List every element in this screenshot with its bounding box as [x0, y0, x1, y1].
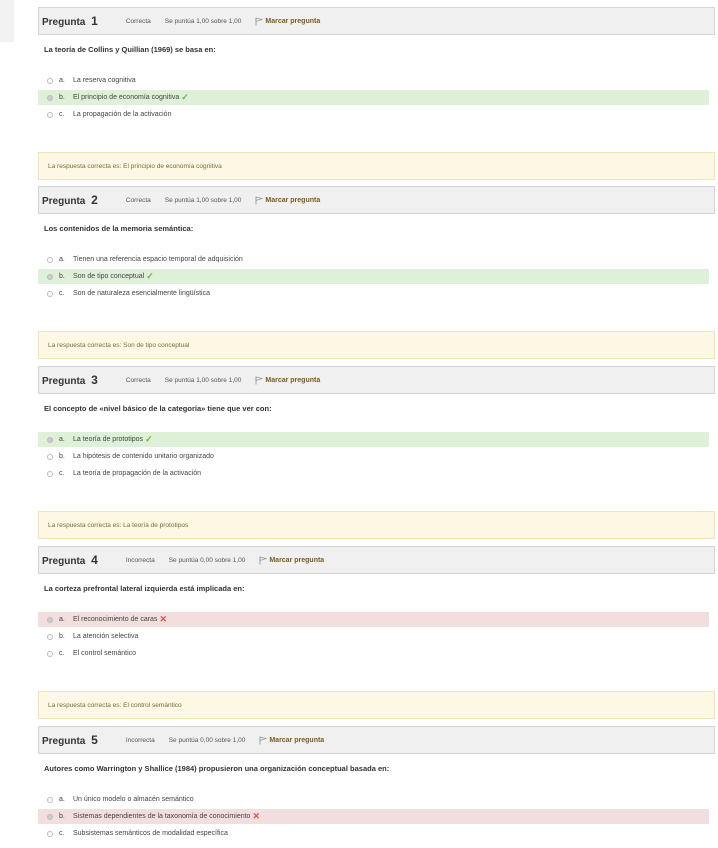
answer-option[interactable]: c. La propagación de la activación: [38, 107, 709, 122]
question-header: [38, 366, 715, 394]
question-title: Pregunta 2: [42, 193, 98, 207]
question-grade: Se puntúa 1,00 sobre 1,00: [164, 196, 242, 204]
answer-option[interactable]: a. Un único modelo o almacén semántico: [38, 792, 709, 807]
radio-button[interactable]: [47, 617, 53, 623]
answer-option[interactable]: c. Son de naturaleza esencialmente lingüística: [38, 286, 709, 301]
question-5: [38, 726, 715, 843]
radio-button[interactable]: [47, 274, 53, 280]
answer-option[interactable]: a. La teoría de prototipos ✓: [38, 432, 709, 447]
question-4: [38, 546, 715, 719]
correct-answer-feedback: La respuesta correcta es: Son de tipo conceptual: [38, 331, 715, 359]
question-header: [38, 726, 715, 754]
answer-list: [38, 73, 715, 122]
answer-option[interactable]: a. La reserva cognitiva: [38, 73, 709, 88]
radio-button[interactable]: [47, 454, 53, 460]
question-text: Autores como Warrington y Shallice (1984) propusieron una organización conceptual basada en:: [44, 764, 390, 773]
question-text: La corteza prefrontal lateral izquierda está implicada en:: [44, 584, 245, 593]
answer-option[interactable]: c. Subsistemas semánticos de modalidad específica: [38, 826, 709, 841]
answer-option[interactable]: c. El control semántico: [38, 646, 709, 661]
answer-list: [38, 612, 715, 661]
cross-icon: ✕: [159, 614, 167, 624]
answer-option[interactable]: b. La hipótesis de contenido unitario organizado: [38, 449, 709, 464]
answer-option[interactable]: b. El principio de economía cognitiva ✓: [38, 90, 709, 105]
radio-button[interactable]: [47, 797, 53, 803]
flag-icon: [255, 17, 263, 26]
radio-button[interactable]: [47, 814, 53, 820]
question-grade: Se puntúa 0,00 sobre 1,00: [168, 736, 246, 744]
question-2: [38, 186, 715, 359]
answer-list: [38, 432, 715, 481]
correct-answer-feedback: La respuesta correcta es: El control semántico: [38, 691, 715, 719]
radio-button[interactable]: [47, 257, 53, 263]
correct-answer-feedback: La respuesta correcta es: La teoría de prototipos: [38, 511, 715, 539]
answer-option[interactable]: b. Son de tipo conceptual ✓: [38, 269, 709, 284]
question-text: La teoría de Collins y Quillian (1969) se basa en:: [44, 45, 216, 54]
correct-answer-feedback: La respuesta correcta es: El principio de economía cognitiva: [38, 152, 715, 180]
question-title: Pregunta 3: [42, 373, 98, 387]
question-status: Incorrecta: [125, 736, 155, 744]
flag-icon: [259, 556, 267, 565]
cross-icon: ✕: [252, 811, 260, 821]
radio-button[interactable]: [47, 634, 53, 640]
flag-question-button[interactable]: Marcar pregunta: [255, 196, 320, 205]
check-icon: ✓: [181, 92, 189, 102]
answer-option[interactable]: b. La atención selectiva: [38, 629, 709, 644]
sidebar-edge: [0, 0, 14, 42]
radio-button[interactable]: [47, 651, 53, 657]
radio-button[interactable]: [47, 831, 53, 837]
answer-option[interactable]: c. La teoría de propagación de la activación: [38, 466, 709, 481]
question-status: Incorrecta: [125, 556, 155, 564]
radio-button[interactable]: [47, 112, 53, 118]
radio-button[interactable]: [47, 78, 53, 84]
check-icon: ✓: [146, 271, 154, 281]
question-status: Correcta: [125, 196, 151, 204]
question-title: Pregunta 4: [42, 553, 98, 567]
radio-button[interactable]: [47, 471, 53, 477]
question-title: Pregunta 5: [42, 733, 98, 747]
flag-icon: [255, 376, 263, 385]
flag-question-button[interactable]: Marcar pregunta: [259, 736, 324, 745]
question-title: Pregunta 1: [42, 14, 98, 28]
question-3: [38, 366, 715, 539]
radio-button[interactable]: [47, 291, 53, 297]
check-icon: ✓: [145, 434, 153, 444]
flag-question-button[interactable]: Marcar pregunta: [255, 376, 320, 385]
radio-button[interactable]: [47, 95, 53, 101]
answer-option[interactable]: b. Sistemas dependientes de la taxonomía de conocimiento ✕: [38, 809, 709, 824]
question-header: [38, 7, 715, 35]
question-text: Los contenidos de la memoria semántica:: [44, 224, 194, 233]
answer-list: [38, 792, 715, 841]
question-grade: Se puntúa 1,00 sobre 1,00: [164, 376, 242, 384]
question-text: El concepto de «nivel básico de la categoría» tiene que ver con:: [44, 404, 272, 413]
flag-question-button[interactable]: Marcar pregunta: [259, 556, 324, 565]
flag-question-button[interactable]: Marcar pregunta: [255, 17, 320, 26]
question-status: Correcta: [125, 376, 151, 384]
question-header: [38, 186, 715, 214]
question-status: Correcta: [125, 17, 151, 25]
question-grade: Se puntúa 1,00 sobre 1,00: [164, 17, 242, 25]
question-header: [38, 546, 715, 574]
answer-option[interactable]: a. El reconocimiento de caras ✕: [38, 612, 709, 627]
answer-list: [38, 252, 715, 301]
question-grade: Se puntúa 0,00 sobre 1,00: [168, 556, 246, 564]
question-1: [38, 7, 715, 180]
flag-icon: [259, 736, 267, 745]
radio-button[interactable]: [47, 437, 53, 443]
answer-option[interactable]: a. Tienen una referencia espacio temporal de adquisición: [38, 252, 709, 267]
flag-icon: [255, 196, 263, 205]
